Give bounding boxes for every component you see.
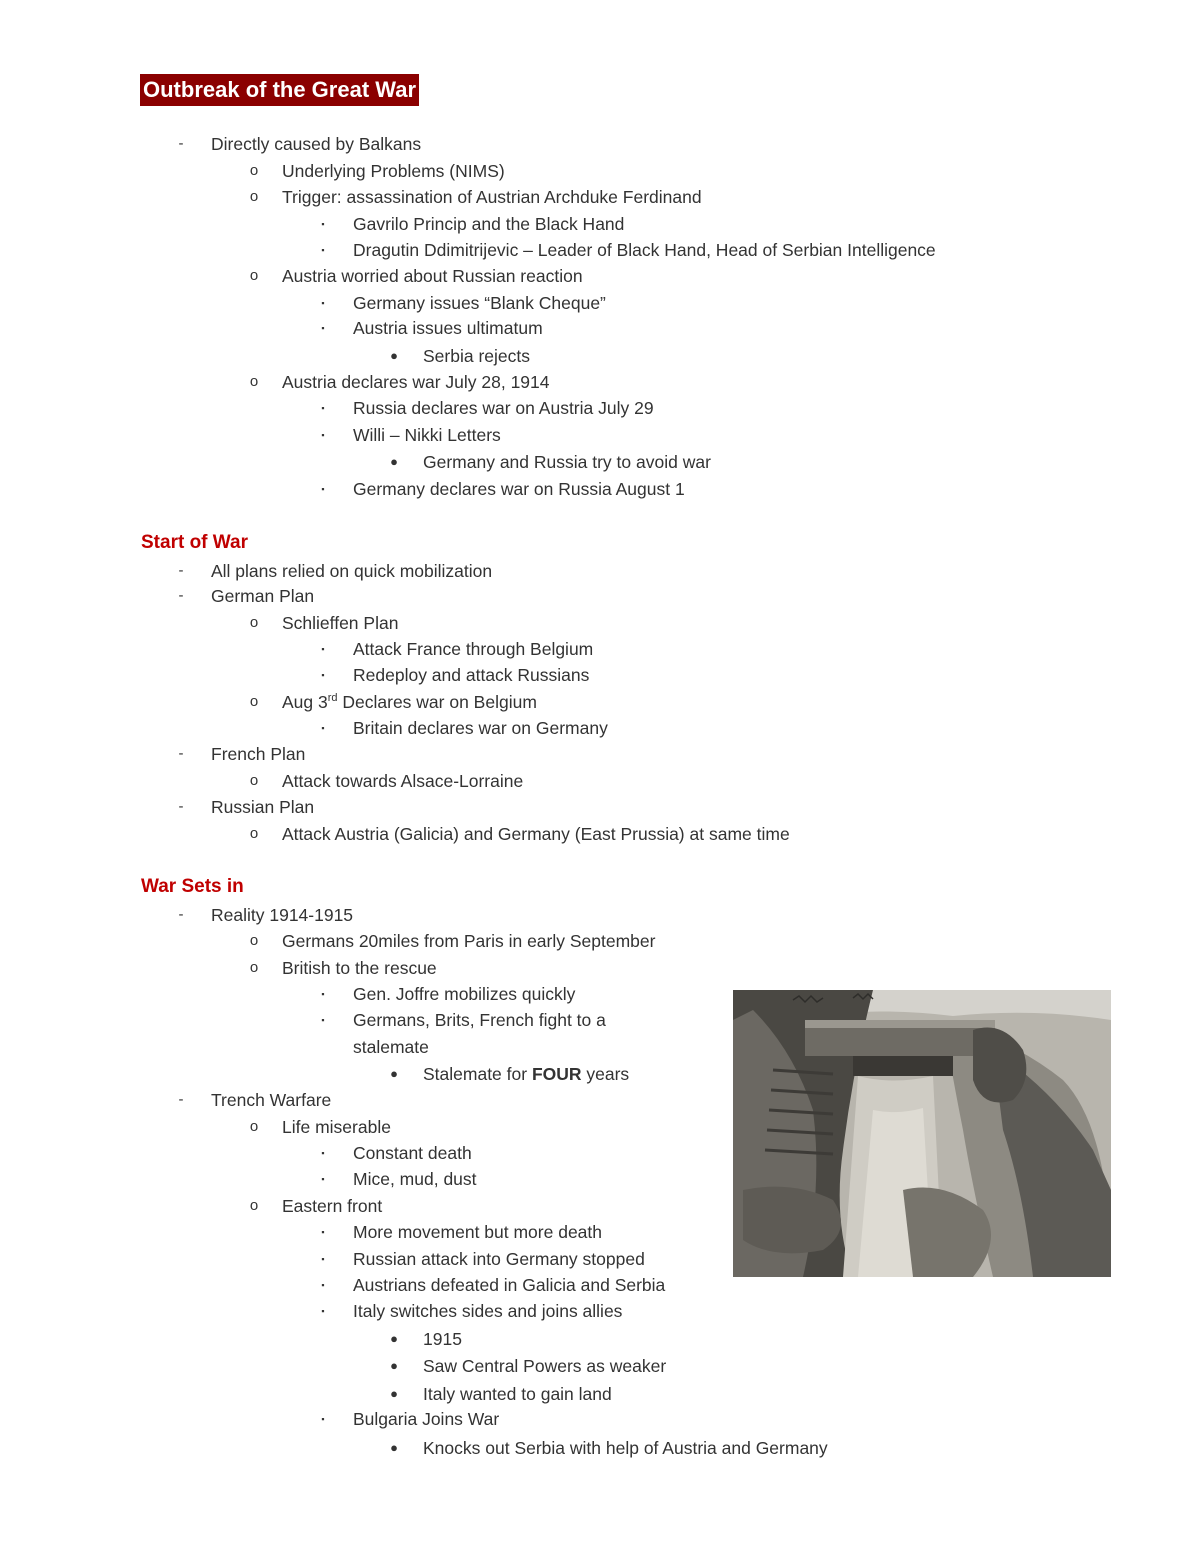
circle-bullet: o [249, 188, 259, 205]
square-bullet: ▪ [321, 1174, 325, 1184]
list-item: Germany issues “Blank Cheque” [353, 293, 606, 313]
dash-bullet: - [178, 562, 184, 579]
ordinal-suffix: rd [327, 692, 338, 705]
list-item: Redeploy and attack Russians [353, 665, 590, 685]
list-item [282, 689, 537, 715]
list-item: Willi – Nikki Letters [353, 425, 501, 445]
list-item: Attack Austria (Galicia) and Germany (East Prussia) at same time [282, 824, 790, 844]
item-text: Declares war on Belgium [337, 692, 537, 712]
list-item: Italy switches sides and joins allies [353, 1301, 623, 1321]
square-bullet: ▪ [321, 219, 325, 229]
list-item: Gavrilo Princip and the Black Hand [353, 214, 625, 234]
square-bullet: ▪ [321, 403, 325, 413]
square-bullet: ▪ [321, 1148, 325, 1158]
list-item: Life miserable [282, 1117, 391, 1137]
square-bullet: ▪ [321, 723, 325, 733]
dot-bullet: ● [390, 1386, 398, 1401]
list-item: Schlieffen Plan [282, 613, 399, 633]
list-item: Austrians defeated in Galicia and Serbia [353, 1275, 666, 1295]
list-item: Underlying Problems (NIMS) [282, 161, 505, 181]
circle-bullet: o [249, 772, 259, 789]
circle-bullet: o [249, 825, 259, 842]
square-bullet: ▪ [321, 323, 325, 333]
list-item: Italy wanted to gain land [423, 1384, 612, 1404]
circle-bullet: o [249, 1197, 259, 1214]
circle-bullet: o [249, 959, 259, 976]
item-text: years [581, 1064, 630, 1084]
date-text: Aug 3 [282, 692, 328, 712]
list-item-continuation: stalemate [353, 1037, 429, 1057]
list-item: Directly caused by Balkans [211, 134, 422, 154]
list-item: Austria declares war July 28, 1914 [282, 372, 550, 392]
dash-bullet: - [178, 906, 184, 923]
list-item: Knocks out Serbia with help of Austria and Germany [423, 1438, 828, 1458]
square-bullet: ▪ [321, 245, 325, 255]
section-heading: War Sets in [141, 876, 244, 897]
square-bullet: ▪ [321, 1015, 325, 1025]
dot-bullet: ● [390, 454, 398, 469]
circle-bullet: o [249, 162, 259, 179]
list-item: Attack towards Alsace-Lorraine [282, 771, 524, 791]
circle-bullet: o [249, 693, 259, 710]
square-bullet: ▪ [321, 670, 325, 680]
dash-bullet: - [178, 135, 184, 152]
dot-bullet: ● [390, 1066, 398, 1081]
circle-bullet: o [249, 932, 259, 949]
square-bullet: ▪ [321, 1414, 325, 1424]
square-bullet: ▪ [321, 430, 325, 440]
square-bullet: ▪ [321, 298, 325, 308]
list-item: Serbia rejects [423, 346, 530, 366]
circle-bullet: o [249, 614, 259, 631]
list-item [423, 1061, 629, 1087]
list-item: Russian attack into Germany stopped [353, 1249, 645, 1269]
dot-bullet: ● [390, 348, 398, 363]
list-item: French Plan [211, 744, 306, 764]
list-item: Austria worried about Russian reaction [282, 266, 583, 286]
list-item: Mice, mud, dust [353, 1169, 477, 1189]
list-item: Attack France through Belgium [353, 639, 594, 659]
list-item: More movement but more death [353, 1222, 603, 1242]
circle-bullet: o [249, 267, 259, 284]
list-item: Germans, Brits, French fight to a [353, 1010, 606, 1030]
list-item: Dragutin Ddimitrijevic – Leader of Black Hand, Head of Serbian Intelligence [353, 240, 936, 260]
dash-bullet: - [178, 587, 184, 604]
section-heading: Start of War [141, 532, 248, 553]
circle-bullet: o [249, 1118, 259, 1135]
square-bullet: ▪ [321, 1254, 325, 1264]
square-bullet: ▪ [321, 644, 325, 654]
square-bullet: ▪ [321, 989, 325, 999]
dot-bullet: ● [390, 1440, 398, 1455]
square-bullet: ▪ [321, 1227, 325, 1237]
circle-bullet: o [249, 373, 259, 390]
list-item: Constant death [353, 1143, 472, 1163]
list-item: Britain declares war on Germany [353, 718, 608, 738]
trench-photo [733, 990, 1111, 1277]
dash-bullet: - [178, 1091, 184, 1108]
list-item: Germany declares war on Russia August 1 [353, 479, 685, 499]
item-text: Stalemate for [423, 1064, 532, 1084]
list-item: Saw Central Powers as weaker [423, 1356, 667, 1376]
document-title: Outbreak of the Great War [140, 74, 419, 106]
list-item: Reality 1914-1915 [211, 905, 354, 925]
list-item: Trigger: assassination of Austrian Archduke Ferdinand [282, 187, 702, 207]
emphasis-text: FOUR [531, 1064, 582, 1084]
list-item: Germany and Russia try to avoid war [423, 452, 711, 472]
list-item: Germans 20miles from Paris in early September [282, 931, 656, 951]
dash-bullet: - [178, 798, 184, 815]
list-item: Austria issues ultimatum [353, 318, 543, 338]
list-item: British to the rescue [282, 958, 437, 978]
square-bullet: ▪ [321, 1306, 325, 1316]
dot-bullet: ● [390, 1358, 398, 1373]
list-item: Eastern front [282, 1196, 383, 1216]
list-item: 1915 [423, 1329, 462, 1349]
list-item: Russian Plan [211, 797, 315, 817]
list-item: Bulgaria Joins War [353, 1409, 500, 1429]
list-item: Russia declares war on Austria July 29 [353, 398, 654, 418]
square-bullet: ▪ [321, 484, 325, 494]
list-item: German Plan [211, 586, 315, 606]
list-item: All plans relied on quick mobilization [211, 561, 493, 581]
list-item: Gen. Joffre mobilizes quickly [353, 984, 576, 1004]
list-item: Trench Warfare [211, 1090, 332, 1110]
square-bullet: ▪ [321, 1280, 325, 1290]
dot-bullet: ● [390, 1331, 398, 1346]
dash-bullet: - [178, 745, 184, 762]
